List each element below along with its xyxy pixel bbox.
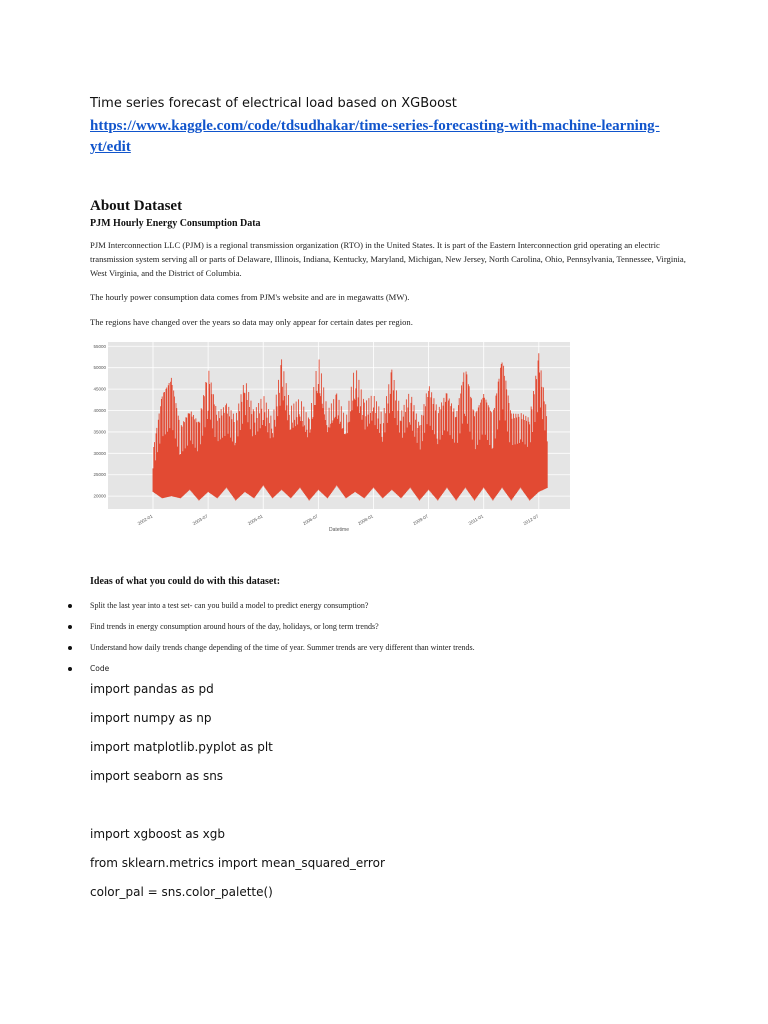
code-line: import numpy as np [90,711,212,725]
y-tick-label: 55000 [93,343,106,349]
kaggle-link-line-1[interactable]: https://www.kaggle.com/code/tdsudhakar/time-series-forecasting-with-machine-learning- [90,118,660,134]
bullet-icon [68,604,72,608]
dataset-regions-note: The regions have changed over the years so data may only appear for certain dates per region. [90,317,413,327]
y-tick-label: 20000 [93,493,106,499]
bullet-icon [68,625,72,629]
x-tick-labels [137,513,540,526]
idea-item [68,643,668,652]
x-tick-label: 2012-07 [522,513,540,527]
y-tick-label: 50000 [93,365,106,371]
energy-consumption-chart [85,337,575,537]
kaggle-link[interactable] [90,116,690,158]
dataset-subheading: PJM Hourly Energy Consumption Data [90,218,261,229]
code-line: color_pal = sns.color_palette() [90,885,273,899]
about-dataset-heading: About Dataset [90,198,183,214]
idea-text: Find trends in energy consumption around hours of the day, holidays, or long term trends? [90,622,379,631]
idea-item [68,622,668,631]
idea-text: Split the last year into a test set- can you build a model to predict energy consumption? [90,601,369,610]
bullet-icon [68,667,72,671]
idea-text: Code [90,664,110,673]
kaggle-link-line-2[interactable]: yt/edit [90,139,131,155]
code-line: import xgboost as xgb [90,827,225,841]
y-tick-labels [93,344,106,499]
x-tick-label: 2002-01 [136,513,154,527]
x-axis-label: Datetime [328,527,350,533]
code-line: import matplotlib.pyplot as plt [90,740,273,754]
x-tick-label: 2003-07 [191,513,209,527]
x-tick-label: 2005-01 [246,513,264,527]
bullet-icon [68,646,72,650]
x-tick-label: 2006-07 [302,513,319,527]
idea-text: Understand how daily trends change depending of the time of year. Summer trends are very different than winter trends. [90,643,475,652]
code-line: import seaborn as sns [90,769,224,783]
idea-item [68,601,668,610]
x-tick-label: 2008-01 [357,513,374,527]
y-tick-label: 40000 [93,408,106,414]
dataset-description: PJM Interconnection LLC (PJM) is a regional transmission organization (RTO) in the United States. It is part of the Eastern Interconnection grid operating an electric transmission system serving all or parts of Delaware, Illinois, Indiana, Kentucky, Maryland, Michigan, New Jersey, North Carolina, Ohio, Pennsylvania, Tennessee, Virginia, West Virginia, and the District of Columbia. [90,240,686,278]
dataset-units-note: The hourly power consumption data comes from PJM's website and are in megawatts (MW). [90,292,410,302]
code-line: from sklearn.metrics import mean_squared_error [90,856,385,870]
x-tick-label: 2011-01 [467,513,485,526]
y-tick-label: 35000 [93,429,106,435]
doc-title: Time series forecast of electrical load based on XGBoost [90,96,457,111]
code-line: import pandas as pd [90,682,214,696]
y-tick-label: 45000 [93,386,106,392]
ideas-heading: Ideas of what you could do with this dataset: [90,576,281,587]
y-tick-label: 30000 [93,450,106,456]
y-tick-label: 25000 [93,472,106,478]
chart-svg [85,337,575,537]
idea-item [68,664,668,673]
x-tick-label: 2009-07 [412,513,430,527]
